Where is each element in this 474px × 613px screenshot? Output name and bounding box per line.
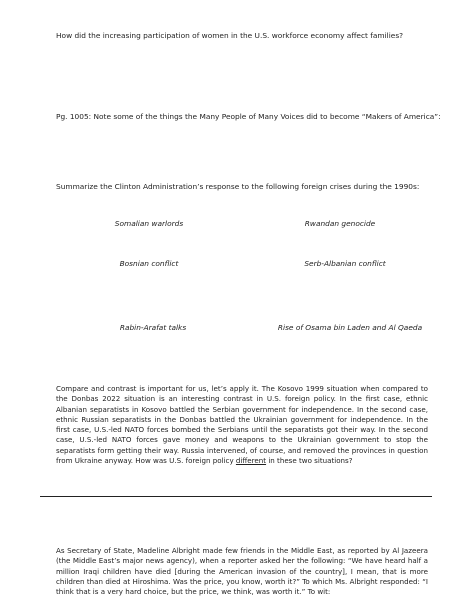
albright-paragraph: As Secretary of State, Madeline Albright made few friends in the Middle East, as reported by Al Jazeera (the Middle East’s major news agency), when a reporter asked her the following: “We have heard half a million Iraqi children have died [during the American invasion of the country], I mean, that is more children than died at Hiroshima. Was the price, you know, worth it?” To which Ms. Albright responded: “I think that is a very hard choice, but the price, we think, was worth it.” To wit: — [56, 546, 428, 597]
question-makers-of-america: Pg. 1005: Note some of the things the Many People of Many Voices did to become “Makers of America”: — [56, 112, 441, 121]
question-clinton-foreign-crises: Summarize the Clinton Administration’s response to the following foreign crises during the 1990s: — [56, 182, 420, 191]
section-divider — [40, 496, 432, 497]
kosovo-donbas-question-end: in these two situations? — [266, 456, 353, 466]
different-underlined-word: different — [235, 456, 267, 466]
crisis-rwandan-genocide: Rwandan genocide — [304, 219, 376, 228]
crisis-bosnian-conflict: Bosnian conflict — [119, 259, 179, 268]
crisis-rabin-arafat-talks: Rabin-Arafat talks — [119, 323, 187, 332]
kosovo-donbas-text: Compare and contrast is important for us, let’s apply it. The Kosovo 1999 situation when compared to the Donbas 2022 situation is an interesting contrast in U.S. foreign policy. In the first case, ethnic Albanian separatists in Kosovo battled the Serbian government for independence. In the second case, ethnic Russian separatists in the Donbas battled the Ukrainian government for independence. In the first case, U.S.-led NATO forces bombed the Serbians until the separatists got their way. In the second case, U.S.-led NATO forces gave money and weapons to the Ukrainian government to stop the separatists form getting their way. Russia intervened, of course, and removed the provinces in question from Ukraine anyway. How was U.S. foreign policy — [56, 384, 428, 466]
crisis-bin-laden-al-qaeda: Rise of Osama bin Laden and Al Qaeda — [277, 323, 423, 332]
crisis-somalian-warlords: Somalian warlords — [114, 219, 184, 228]
kosovo-donbas-paragraph — [56, 384, 428, 466]
crisis-serb-albanian-conflict: Serb-Albanian conflict — [304, 259, 386, 268]
question-women-workforce: How did the increasing participation of women in the U.S. workforce economy affect families? — [56, 31, 404, 40]
